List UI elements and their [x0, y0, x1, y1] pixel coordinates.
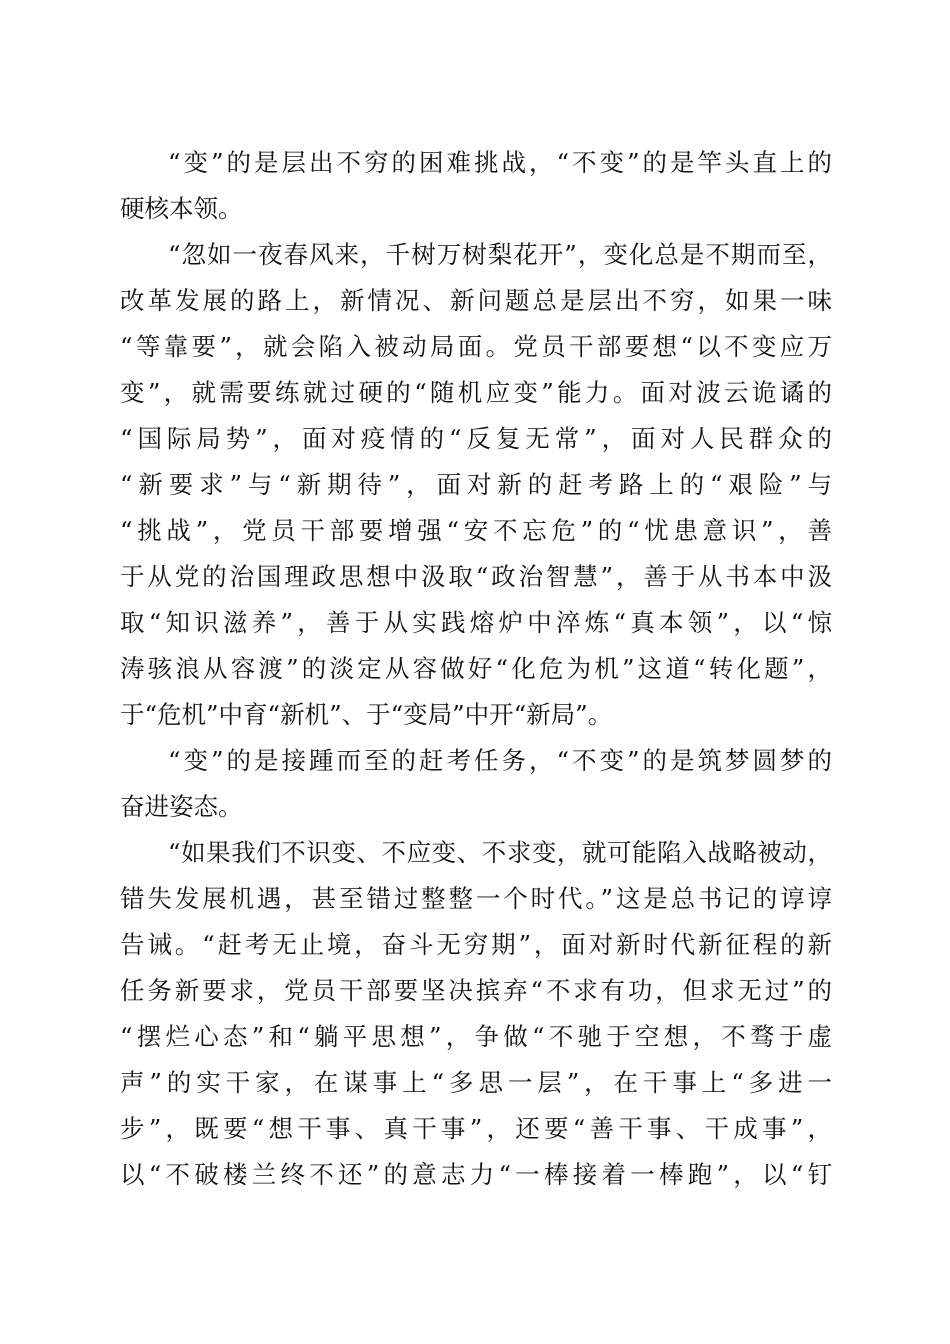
paragraph-4-line-6: 声”的实干家，在谋事上“多思一层”，在干事上“多进一 — [120, 1068, 832, 1097]
paragraph-2-line-5: “国际局势”，面对疫情的“反复无常”，面对人民群众的 — [120, 424, 832, 453]
paragraph-2-line-7: “挑战”，党员干部要增强“安不忘危”的“忧患意识”，善 — [120, 516, 832, 545]
paragraph-2-line-1: “忽如一夜春风来，千树万树梨花开”，变化总是不期而至， — [168, 240, 832, 269]
paragraph-1-line-2: 硬核本领。 — [120, 194, 243, 223]
body-text — [120, 140, 832, 1198]
paragraph-1-line-1: “变”的是层出不穷的困难挑战，“不变”的是竿头直上的 — [168, 148, 832, 177]
paragraph-2-line-2: 改革发展的路上，新情况、新问题总是层出不穷，如果一味 — [120, 286, 832, 315]
paragraph-2-line-4: 变”，就需要练就过硬的“随机应变”能力。面对波云诡谲的 — [120, 378, 832, 407]
paragraph-4-line-5: “摆烂心态”和“躺平思想”，争做“不驰于空想，不骛于虚 — [120, 1022, 832, 1051]
paragraph-2-line-11: 于“危机”中育“新机”、于“变局”中开“新局”。 — [120, 700, 613, 729]
paragraph-2-line-10: 涛骇浪从容渡”的淡定从容做好“化危为机”这道“转化题”， — [120, 654, 832, 683]
paragraph-2-line-3: “等靠要”，就会陷入被动局面。党员干部要想“以不变应万 — [120, 332, 832, 361]
paragraph-3-line-1: “变”的是接踵而至的赶考任务，“不变”的是筑梦圆梦的 — [168, 746, 832, 775]
paragraph-2-line-9: 取“知识滋养”，善于从实践熔炉中淬炼“真本领”，以“惊 — [120, 608, 832, 637]
paragraph-4-line-4: 任务新要求，党员干部要坚决摈弃“不求有功，但求无过”的 — [120, 976, 832, 1005]
paragraph-4-line-8: 以“不破楼兰终不还”的意志力“一棒接着一棒跑”，以“钉 — [120, 1160, 832, 1189]
paragraph-3-line-2: 奋进姿态。 — [120, 792, 243, 821]
paragraph-2-line-6: “新要求”与“新期待”，面对新的赶考路上的“艰险”与 — [120, 470, 832, 499]
paragraph-4-line-1: “如果我们不识变、不应变、不求变，就可能陷入战略被动， — [168, 838, 832, 867]
paragraph-4-line-3: 告诫。“赶考无止境，奋斗无穷期”，面对新时代新征程的新 — [120, 930, 832, 959]
paragraph-4-line-2: 错失发展机遇，甚至错过整整一个时代。”这是总书记的谆谆 — [120, 884, 832, 913]
paragraph-4-line-7: 步”，既要“想干事、真干事”，还要“善干事、干成事”， — [120, 1114, 832, 1143]
paragraph-2-line-8: 于从党的治国理政思想中汲取“政治智慧”，善于从书本中汲 — [120, 562, 832, 591]
